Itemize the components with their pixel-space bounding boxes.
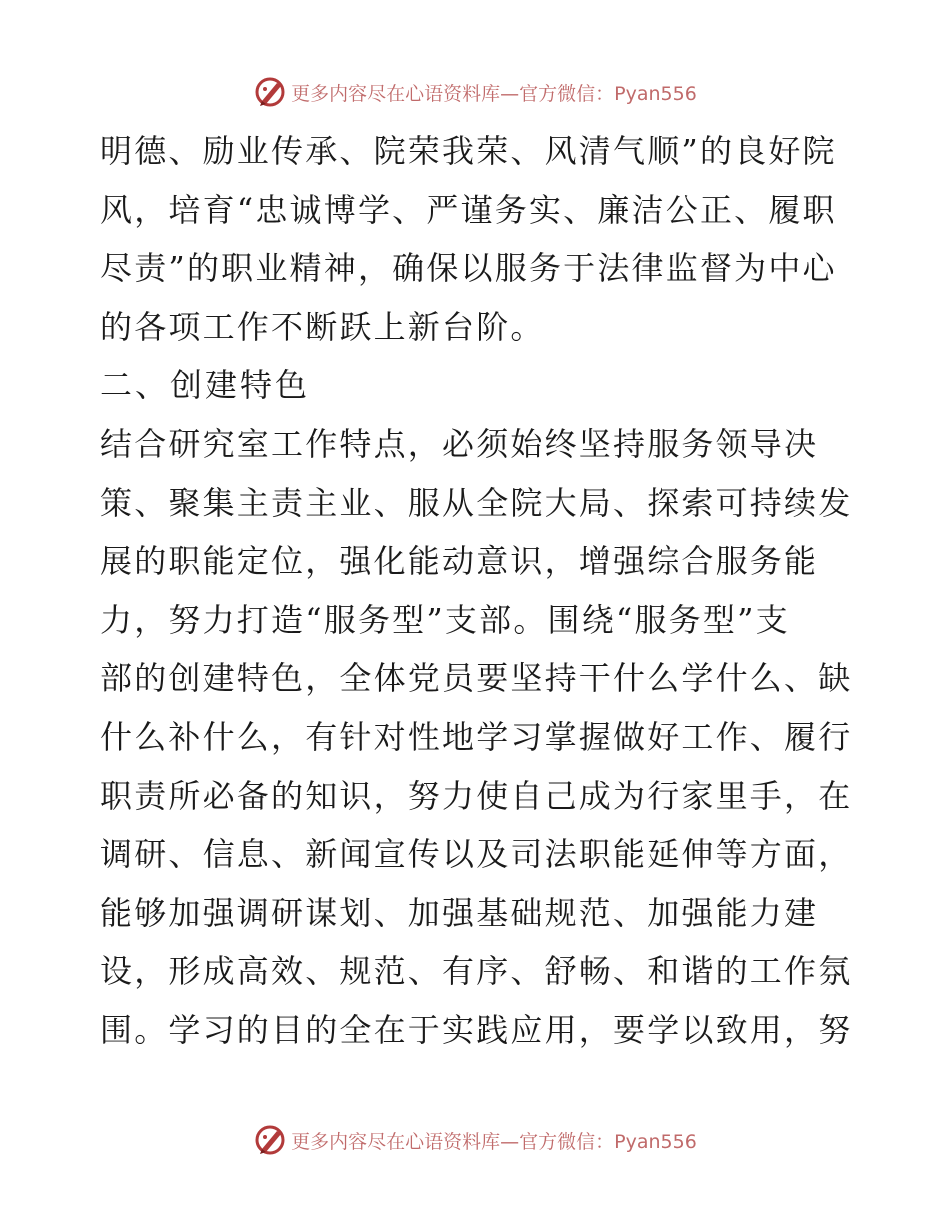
paragraph-line: 部的创建特色，全体党员要坚持干什么学什么、缺 <box>100 659 853 698</box>
footer-banner-text: 更多内容尽在心语资料库—官方微信：Pyan556 <box>291 1130 697 1153</box>
paragraph-line: 能够加强调研谋划、加强基础规范、加强能力建 <box>100 893 819 932</box>
paragraph-line: 尽责”的职业精神，确保以服务于法律监督为中心 <box>100 249 837 288</box>
paragraph-line: 明德、励业传承、院荣我荣、风清气顺”的良好院 <box>100 132 837 170</box>
header-banner-text: 更多内容尽在心语资料库—官方微信：Pyan556 <box>291 82 697 105</box>
paragraph-line: 力，努力打造“服务型”支部。围绕“服务型”支 <box>100 600 790 639</box>
paragraph-line: 策、聚集主责主业、服从全院大局、探索可持续发 <box>100 483 853 522</box>
section-heading: 二、创建特色 <box>100 366 311 405</box>
red-pen-circle-logo-icon <box>253 1123 287 1157</box>
header-banner <box>0 72 950 112</box>
paragraph-line: 职责所必备的知识，努力使自己成为行家里手，在 <box>100 776 853 815</box>
paragraph-line: 的各项工作不断跃上新台阶。 <box>100 307 545 346</box>
document-body <box>100 122 853 1060</box>
footer-banner <box>0 1120 950 1160</box>
paragraph-line: 风，培育“忠诚博学、严谨务实、廉洁公正、履职 <box>100 190 837 229</box>
paragraph-line: 围。学习的目的全在于实践应用，要学以致用，努 <box>100 1010 853 1049</box>
paragraph-line: 调研、信息、新闻宣传以及司法职能延伸等方面， <box>100 835 853 874</box>
paragraph-line: 设，形成高效、规范、有序、舒畅、和谐的工作氛 <box>100 952 853 991</box>
red-pen-circle-logo-icon <box>253 75 287 109</box>
paragraph-line: 什么补什么，有针对性地学习掌握做好工作、履行 <box>100 717 853 756</box>
paragraph-line: 展的职能定位，强化能动意识，增强综合服务能 <box>100 542 819 581</box>
paragraph-line: 结合研究室工作特点，必须始终坚持服务领导决 <box>100 424 819 463</box>
